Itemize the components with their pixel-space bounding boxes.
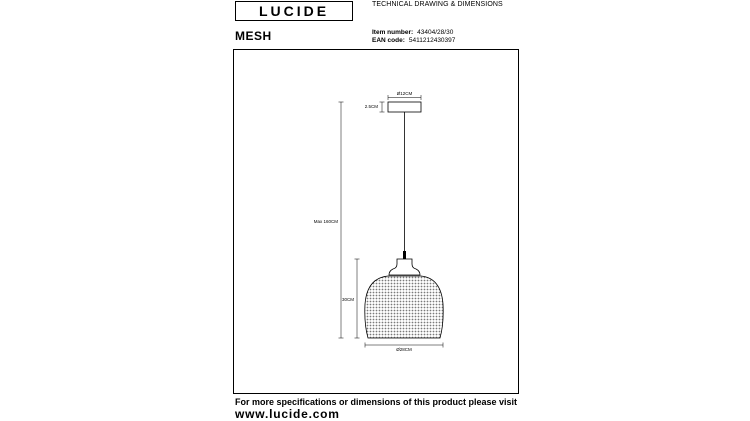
product-name: MESH (235, 29, 272, 43)
shade-neck (389, 259, 420, 275)
logo-text: LUCIDE (258, 3, 330, 19)
document-type: TECHNICAL DRAWING & DIMENSIONS (372, 1, 503, 8)
footer-website-link[interactable]: www.lucide.com (235, 407, 340, 421)
label-canopy-diameter: Ø12CM (396, 91, 413, 96)
label-max-height: Max 160CM (313, 219, 338, 224)
label-shade-diameter: Ø28CM (396, 347, 412, 352)
label-shade-height: 30CM (341, 297, 354, 302)
ceiling-canopy (388, 102, 421, 112)
item-number-value: 43404/28/30 (417, 29, 454, 36)
mesh-shade (365, 276, 443, 338)
cable-holder (403, 251, 406, 259)
label-canopy-height: 2.5CM (364, 104, 378, 109)
ean-value: 5411212430397 (408, 37, 456, 44)
ean-label: EAN code: (372, 37, 405, 44)
item-number-label: Item number: (372, 29, 414, 36)
footer-more-info: For more specifications or dimensions of this product please visit (235, 397, 518, 407)
